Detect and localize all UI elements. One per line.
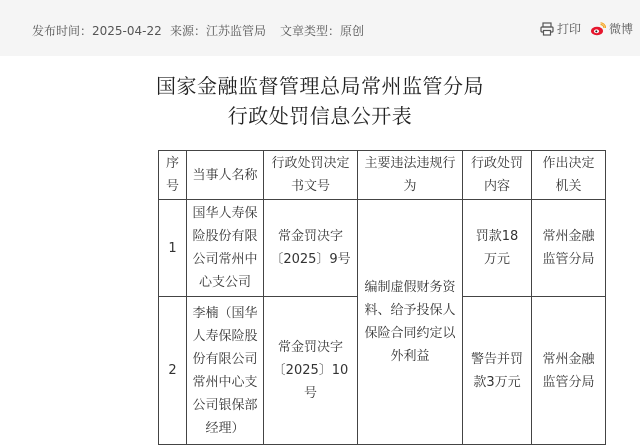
cell-penalty-content bbox=[463, 200, 532, 297]
cell-text-line: 保险合同约定以 bbox=[364, 326, 456, 341]
cell-text-line: 监管分局 bbox=[542, 374, 595, 390]
cell-text-line: 罚款18 bbox=[475, 229, 519, 244]
cell-text-line: 外利益 bbox=[390, 349, 430, 364]
header-seq bbox=[159, 151, 187, 200]
cell-text-line: 国华人寿保 bbox=[192, 206, 258, 221]
print-label: 打印 bbox=[557, 22, 582, 36]
cell-text-line: 内容 bbox=[483, 179, 510, 194]
cell-text-line: 万元 bbox=[483, 252, 510, 267]
cell-text-line: 为 bbox=[403, 179, 417, 194]
cell-text-line: 作出决定 bbox=[542, 156, 595, 171]
header-party bbox=[187, 151, 264, 200]
print-button[interactable] bbox=[540, 20, 581, 37]
weibo-icon bbox=[590, 22, 606, 36]
cell-text-line: 公司银保部 bbox=[192, 397, 258, 413]
cell-text-line: 款3万元 bbox=[473, 374, 521, 390]
penalty-info-table bbox=[158, 150, 606, 445]
printer-icon bbox=[540, 22, 554, 36]
cell-text-line: 常州金融 bbox=[542, 229, 595, 244]
cell-text-line: 监管分局 bbox=[542, 252, 595, 267]
cell-text-line: 书文号 bbox=[290, 179, 330, 194]
header-authority bbox=[532, 151, 606, 200]
header-penalty-content bbox=[463, 151, 532, 200]
weibo-share-button[interactable] bbox=[590, 20, 633, 37]
cell-text-line: 常州金融 bbox=[542, 351, 595, 367]
article-source: 来源：江苏监管局 bbox=[170, 24, 267, 38]
cell-seq: 1 bbox=[159, 200, 187, 297]
table-row bbox=[159, 200, 606, 297]
cell-text-line: 李楠（国华 bbox=[192, 305, 258, 321]
cell-party bbox=[187, 297, 264, 445]
cell-party bbox=[187, 200, 264, 297]
cell-text-line: 料、给予投保人 bbox=[364, 303, 456, 318]
cell-text-line: 编制虚假财务资 bbox=[364, 280, 456, 295]
cell-text-line: 险股份有限 bbox=[192, 229, 258, 244]
publish-time: 发布时间：2025-04-22 bbox=[32, 24, 162, 38]
cell-text-line: 序 bbox=[165, 156, 179, 171]
cell-text-line: 常州中心支 bbox=[192, 374, 258, 390]
cell-text-line: 〔2025〕9号 bbox=[270, 252, 351, 267]
cell-violation-shared bbox=[358, 200, 463, 445]
cell-text-line: 行政处罚决定 bbox=[271, 156, 350, 171]
cell-penalty-content bbox=[463, 297, 532, 445]
weibo-label: 微博 bbox=[609, 22, 634, 36]
cell-text-line: 公司常州中 bbox=[192, 252, 258, 267]
cell-authority bbox=[532, 297, 606, 445]
cell-text-line: 人寿保险股 bbox=[192, 328, 258, 344]
article-type: 文章类型：原创 bbox=[280, 24, 365, 38]
cell-text-line: 号 bbox=[165, 179, 179, 194]
cell-text-line: 警告并罚 bbox=[470, 351, 523, 367]
cell-seq: 2 bbox=[159, 297, 187, 445]
cell-text-line: 常金罚决字 bbox=[277, 340, 343, 355]
table-header-row bbox=[159, 151, 606, 200]
page-title-line-1: 国家金融监督管理总局常州监管分局 bbox=[156, 74, 484, 98]
cell-doc-no bbox=[264, 200, 358, 297]
cell-authority bbox=[532, 200, 606, 297]
cell-text-line: 心支公司 bbox=[198, 275, 251, 290]
cell-text-line: 经理） bbox=[205, 420, 245, 436]
cell-text-line: 〔2025〕10 bbox=[272, 363, 349, 378]
cell-text-line: 当事人名称 bbox=[192, 167, 258, 183]
cell-text-line: 主要违法违规行 bbox=[364, 156, 456, 171]
page-title-line-2: 行政处罚信息公开表 bbox=[227, 104, 413, 128]
cell-text-line: 份有限公司 bbox=[192, 351, 258, 367]
cell-text-line: 机关 bbox=[555, 179, 582, 194]
cell-text-line: 常金罚决字 bbox=[277, 229, 343, 244]
article-meta-bar bbox=[0, 0, 640, 56]
cell-text-line: 号 bbox=[303, 386, 317, 401]
cell-text-line: 行政处罚 bbox=[470, 156, 523, 171]
header-doc-no bbox=[264, 151, 358, 200]
cell-doc-no bbox=[264, 297, 358, 445]
header-violation bbox=[358, 151, 463, 200]
